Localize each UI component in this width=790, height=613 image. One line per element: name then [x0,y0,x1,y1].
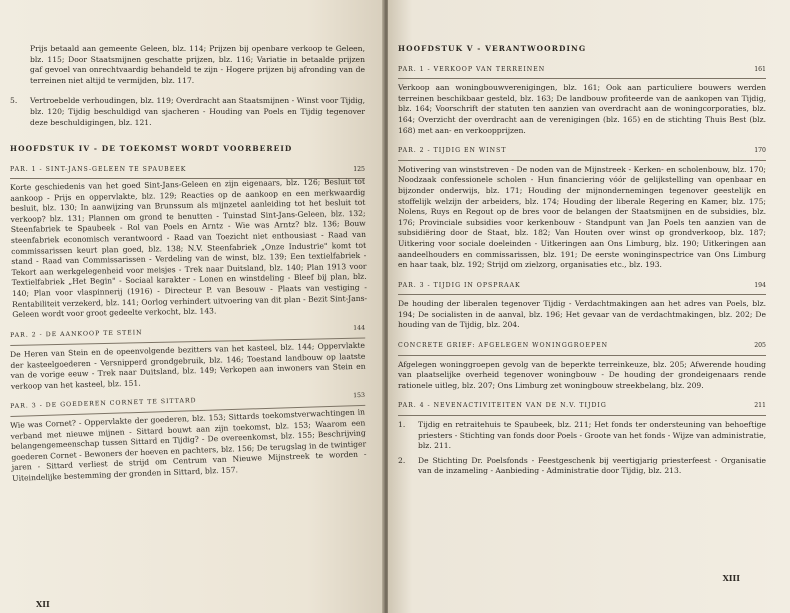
r-par-4-item-2-number: 2. [398,455,406,465]
r-par-1-heading [398,65,766,80]
concrete-grief-heading [398,341,766,356]
par-3-text: Wie was Cornet? - Oppervlakte der goederen, blz. 153; Sittards toekomstverwachtingen in verband met nieuwe mijnen - Sittard bouwt aan zijn toekomst, blz. 153; Waarom een belangengemeenschap tussen Sittard en Tijdig? - De overeenkomst, blz. 155; Beschrijving goederen Cornet - Bewoners der hoeven en pachters, blz. 156; De terugslag in de twintiger jaren - Sittard verliest de strijd om Centrum van Nieuwe Mijnstreek te worden - Uiteindelijke bestemming der gronden in Sittard, blz. 157. [10,406,367,483]
item-5 [10,96,365,128]
r-par-3-heading [398,281,766,296]
r-par-1-text: Verkoop aan woningbouwverenigingen, blz. 161; Ook aan particuliere bouwers werden terreinen beschikbaar gesteld, blz. 163; De landbouw profiteerde van de aankopen van Tijdig, blz. 164; Voorschrift der statuten ten aanzien van overdracht aan de woningcorporaties, blz. 164; Overzicht der overdracht aan de verenigingen (blz. 165) en de stichting Thuis Best (blz. 168) met aan- en verkoopprijzen. [398,83,766,135]
par-1-title: PAR. 1 - SINT-JANS-GELEEN TE SPAUBEEK [10,165,187,173]
right-page [388,0,790,613]
intro-text: Prijs betaald aan gemeente Geleen, blz. 114; Prijzen bij openbare verkoop te Geleen, blz. 115; Door Staatsmijnen geschatte prijzen, blz. 116; Variatie in betaalde prijzen gaf gevoel van onrechtvaardig behandeld te zijn - Hogere prijzen bij afronding van de terreinen niet altijd te vermijden, blz. 117. [30,44,365,85]
concrete-grief-title: CONCRETE GRIEF: AFGELEGEN WONINGGROEPEN [398,342,609,350]
r-par-2-title: PAR. 2 - TIJDIG EN WINST [398,147,507,155]
r-par-1-title: PAR. 1 - VERKOOP VAN TERREINEN [398,65,546,73]
par-2-page: 144 [353,324,366,332]
chapter-5-title: HOOFDSTUK V - VERANTWOORDING [398,44,587,53]
chapter-4-title: HOOFDSTUK IV - DE TOEKOMST WORDT VOORBEREID [10,144,293,154]
concrete-grief-text: Afgelegen woninggroepen gevolg van de beperkte terreinkeuze, blz. 205; Afwerende houding van plaatselijke overheid tegenover woningbouw - De houding der grondeigenaars rende rationele uitleg, blz. 207; Ons Limburg zet woningbouw streekbelang, blz. 209. [398,359,766,390]
r-par-4-page: 211 [754,402,766,410]
r-par-4-item-1 [398,420,766,452]
item-5-text: Vertroebelde verhoudingen, blz. 119; Overdracht aan Staatsmijnen - Winst voor Tijdig, blz. 120; Tijdig beschuldigd van sjacheren - Houding van Poels en Tijdig tegenover deze beschuldigingen, blz. 121. [30,96,365,127]
r-par-4-item-2-text: De Stichting Dr. Poelsfonds - Feestgeschenk bij veertigjarig priesterfeest - Organisatie van de inzameling - Aanbieding - Administratie door Tijdig, blz. 213. [418,455,766,476]
r-par-2-text: Motivering van winststreven - De noden van de Mijnstreek - Kerken- en scholenbouw, blz. 170; Noodzaak confessionele scholen - Hun financiering vóór de gelijkstelling van openbaar en bijzonder onderwijs, blz. 171; Houding der mijnondernemingen tegenover geestelijk en stoffelijk welzijn der arbeiders, blz. 174; Houding der liberale Regering en Kamer, blz. 175; Nolens, Ruys en Regout op de bres voor de belangen der Staatsmijnen en de subsidies, blz. 176; Provinciale subsidies voor kerkenbouw - Standpunt van Jan Poels ten aanzien van de subsidiëring door de Staat, blz. 182; Van Houten over winst op grondverkoop, blz. 187; Uitkering voor sociale doeleinden - Uitkeringen aan Ons Limburg, blz. 190; Uitkeringen aan aandeelhouders en commissarissen, blz. 191; De eerste woninginspectrice van Ons Limburg en haar taak, blz. 192; Strijd om zielzorg, organisaties etc., blz. 193. [398,164,766,270]
intro-paragraph [10,44,365,86]
r-par-3-title: PAR. 3 - TIJDIG IN OPSPRAAK [398,281,521,289]
r-par-2-page: 170 [754,147,766,155]
right-page-content [398,44,766,477]
right-page-number: XIII [722,573,740,583]
left-page-content [10,44,368,484]
left-page [0,0,384,613]
r-par-4-item-1-number: 1. [398,420,406,430]
par-1-text: Korte geschiedenis van het goed Sint-Jans-Geleen en zijn eigenaars, blz. 126; Besluit tot aankoop - Prijs en oppervlakte, blz. 129; Reacties op de aankoop en een merkwaardig besluit, blz. 130; In aanwijzing van Brunssum als mijnzetel aanleiding tot het besluit tot verkoop? blz. 131; Plannen om grond te benutten - Tuinstad Sint-Jans-Geleen, blz. 132; Steenfabriek te Spaubeek - Rol van Poels en Arntz - Wie was Arntz? blz. 136; Bouw steenfabriek economisch verantwoord - Raad van Toezicht niet enthousiast - Raad van commissarissen keurt plan goed, blz. 138; N.V. Steenfabriek „Onze Industrie" komt tot stand - Raad van Commissarissen - Verdeling van de winst, blz. 139; Een textielfabriek - Tekort aan werkgelegenheid voor meisjes - Trek naar Duitsland, blz. 140; Plan 1913 voor Textielfabriek „Het Begin" - Sociaal karakter - Lonen en winstdeling - Bleef bij plan, blz. 140; Plan voor vlaspinnerij (1916) - Directeur P. van Besouw - Plaats van vestiging - Rentabiliteit verzekerd, blz. 141; Oorlog verhindert uitvoering van dit plan - Bezit Sint-Jans-Geleen wordt voor groot gedeelte verkocht, blz. 143. [10,177,368,320]
par-2-title: PAR. 2 - DE AANKOOP TE STEIN [10,329,143,340]
r-par-1-page: 161 [754,65,766,73]
item-5-number: 5. [10,96,18,106]
par-3-title: PAR. 3 - DE GOEDEREN CORNET TE SITTARD [10,397,197,411]
left-page-number: XII [36,599,50,609]
r-par-4-item-1-text: Tijdig en retraitehuis te Spaubeek, blz. 211; Het fonds ter ondersteuning van behoeftige priesters - Stichting van fonds door Poels - Groote van het fonds - Wijze van administratie, blz. 211. [418,420,766,451]
par-1-page: 125 [353,165,365,173]
concrete-grief-page: 205 [754,342,766,350]
r-par-3-text: De houding der liberalen tegenover Tijdig - Verdachtmakingen aan het adres van Poels, blz. 194; De socialisten in de aanval, blz. 196; Het gevaar van de verdachtmakingen, blz. 202; De houding van de Tijdig, blz. 204. [398,299,766,330]
r-par-3-page: 194 [754,281,766,289]
r-par-4-item-2 [398,456,766,477]
r-par-4-heading [398,401,766,416]
r-par-4-title: PAR. 4 - NEVENACTIVITEITEN VAN DE N.V. TIJDIG [398,402,607,410]
r-par-2-heading [398,146,766,161]
par-2-text: De Heren van Stein en de opeenvolgende bezitters van het kasteel, blz. 144; Oppervlakte der kasteelgoederen - Versnipperd grondgebruik, blz. 146; Toestand landbouw op laatste van de vorige eeuw - Trek naar Duitsland, blz. 149; Verkopen aan inwoners van Stein en verkoop van het kasteel, blz. 151. [10,340,366,391]
par-3-page: 153 [353,391,366,400]
